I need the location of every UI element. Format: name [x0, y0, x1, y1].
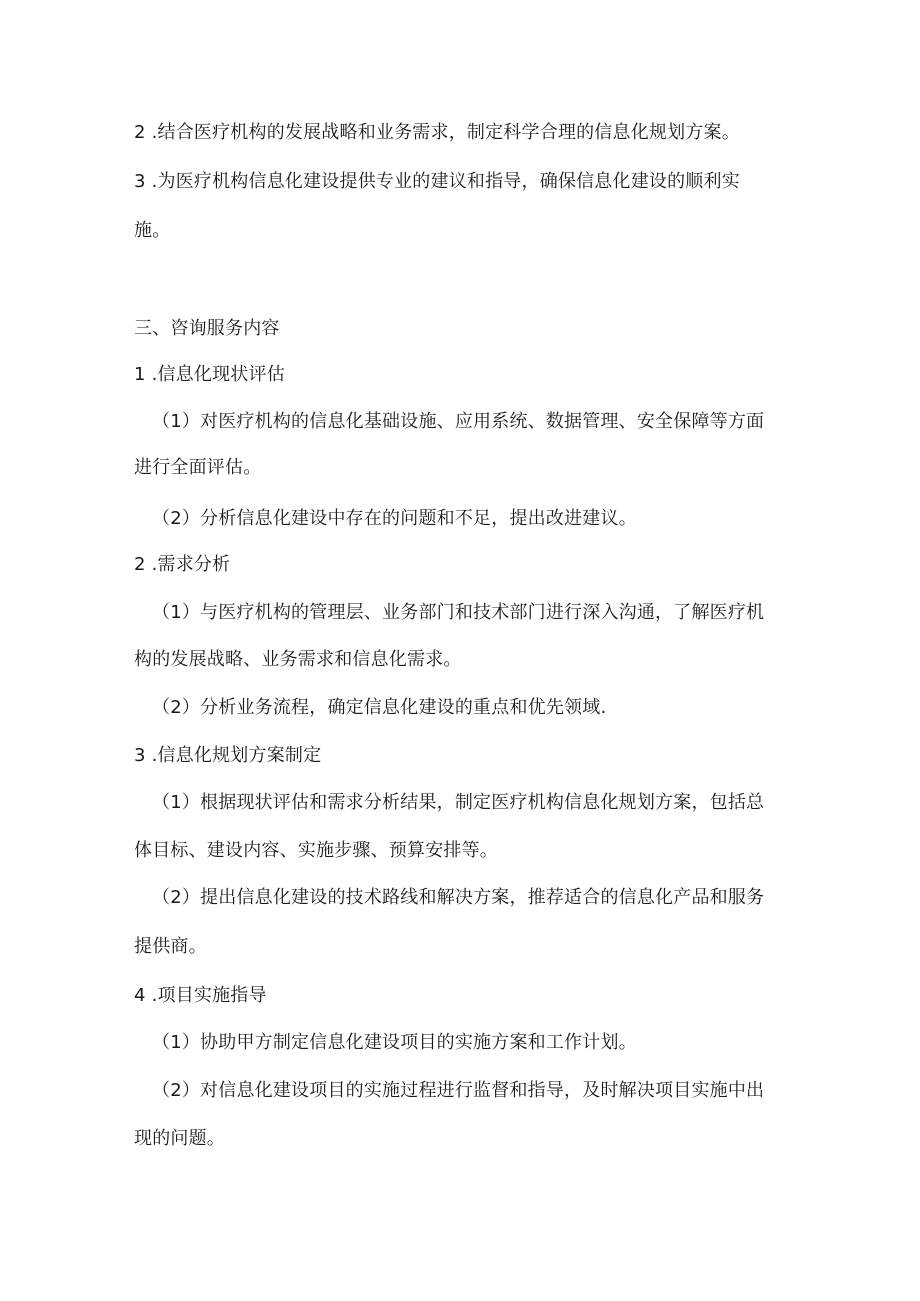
paragraph-3-2: （2）提出信息化建设的技术路线和解决方案，推荐适合的信息化产品和服务 — [152, 887, 765, 908]
list-item-3: 3 .为医疗机构信息化建设提供专业的建议和指导，确保信息化建设的顺利实 — [134, 171, 740, 192]
subsection-heading-2: 2 .需求分析 — [134, 554, 231, 575]
paragraph-1-1: （1）对医疗机构的信息化基础设施、应用系统、数据管理、安全保障等方面 — [152, 411, 765, 432]
subsection-heading-4: 4 .项目实施指导 — [134, 985, 267, 1006]
subsection-heading-1: 1 .信息化现状评估 — [134, 364, 285, 385]
list-item-3-continued: 施。 — [134, 220, 171, 241]
paragraph-2-1-continued: 构的发展战略、业务需求和信息化需求。 — [134, 649, 462, 670]
paragraph-1-2: （2）分析信息化建设中存在的问题和不足，提出改进建议。 — [152, 508, 637, 529]
paragraph-3-1-continued: 体目标、建设内容、实施步骤、预算安排等。 — [134, 840, 498, 861]
paragraph-4-2: （2）对信息化建设项目的实施过程进行监督和指导，及时解决项目实施中出 — [152, 1080, 765, 1101]
paragraph-3-2-continued: 提供商。 — [134, 936, 207, 957]
subsection-heading-3: 3 .信息化规划方案制定 — [134, 745, 322, 766]
paragraph-2-2: （2）分析业务流程，确定信息化建设的重点和优先领域. — [152, 697, 607, 718]
paragraph-4-1: （1）协助甲方制定信息化建设项目的实施方案和工作计划。 — [152, 1032, 637, 1053]
paragraph-3-1: （1）根据现状评估和需求分析结果，制定医疗机构信息化规划方案，包括总 — [152, 792, 765, 813]
paragraph-4-2-continued: 现的问题。 — [134, 1128, 225, 1149]
list-item-2: 2 .结合医疗机构的发展战略和业务需求，制定科学合理的信息化规划方案。 — [134, 122, 740, 143]
paragraph-2-1: （1）与医疗机构的管理层、业务部门和技术部门进行深入沟通，了解医疗机 — [152, 602, 765, 623]
section-heading: 三、咨询服务内容 — [134, 318, 280, 339]
paragraph-1-1-continued: 进行全面评估。 — [134, 457, 262, 478]
